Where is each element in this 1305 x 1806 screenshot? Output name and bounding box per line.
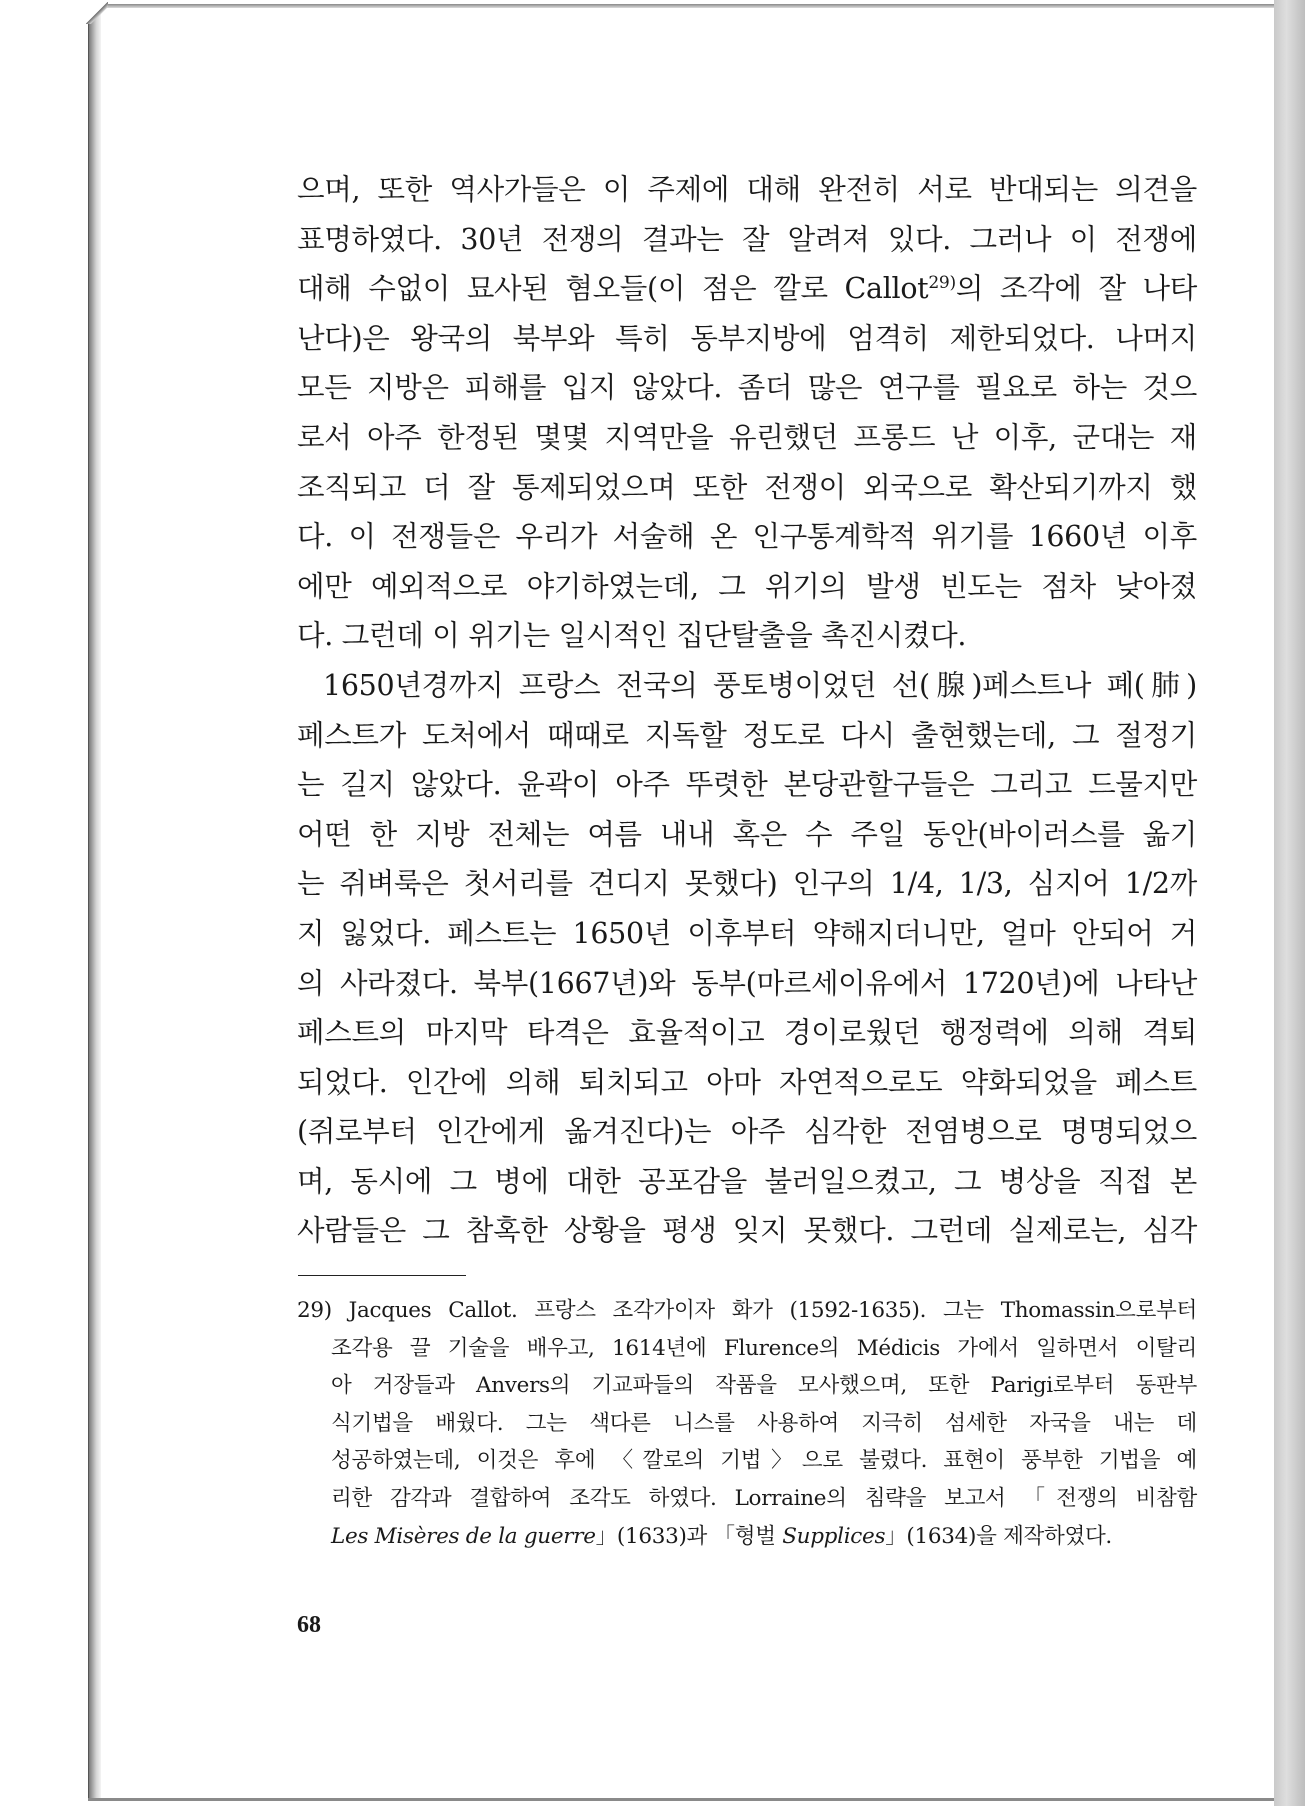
footnote-line: 리한 감각과 결합하여 조각도 하였다. Lorraine의 침략을 보고서 「전쟁의 비참함 bbox=[331, 1485, 1197, 1511]
text-line: 되었다. 인간에 의해 퇴치되고 아마 자연적으로도 약화되었을 페스트 bbox=[297, 1065, 1197, 1099]
text-line: 으며, 또한 역사가들은 이 주제에 대해 완전히 서로 반대되는 의견을 bbox=[297, 173, 1197, 206]
page-spine-edge bbox=[88, 6, 101, 1800]
text-line: 는 길지 않았다. 윤곽이 아주 뚜렷한 본당관할구들은 그리고 드물지만 bbox=[297, 768, 1197, 802]
text-segment: 」(1634)을 제작하였다. bbox=[885, 1523, 1112, 1549]
text-line: (쥐로부터 인간에게 옮겨진다)는 아주 심각한 전염병으로 명명되었으 bbox=[297, 1115, 1197, 1149]
text-line: 로서 아주 한정된 몇몇 지역만을 유린했던 프롱드 난 이후, 군대는 재 bbox=[297, 420, 1197, 454]
page-bottom-edge bbox=[88, 1798, 1274, 1801]
text-line: 사람들은 그 참혹한 상황을 평생 잊지 못했다. 그런데 실제로는, 심각 bbox=[297, 1214, 1197, 1248]
text-line: 조직되고 더 잘 통제되었으며 또한 전쟁이 외국으로 확산되기까지 했 bbox=[297, 470, 1197, 504]
page-top-edge bbox=[88, 4, 1274, 8]
text-line: 다. 이 전쟁들은 우리가 서술해 온 인구통계학적 위기를 1660년 이후 bbox=[297, 520, 1197, 554]
text-line: 모든 지방은 피해를 입지 않았다. 좀더 많은 연구를 필요로 하는 것으 bbox=[297, 371, 1197, 405]
text-line: 에만 예외적으로 야기하였는데, 그 위기의 발생 빈도는 점차 낮아졌 bbox=[297, 569, 1197, 603]
footnote-line: 조각용 끌 기술을 배우고, 1614년에 Flurence의 Médicis 가에서 일하면서 이탈리 bbox=[331, 1335, 1197, 1361]
footnote-ref[interactable]: 29) bbox=[928, 272, 956, 293]
text-segment: 」(1633)과 「형벌 bbox=[595, 1523, 783, 1549]
text-line: 의 사라졌다. 북부(1667년)와 동부(마르세이유에서 1720년)에 나타난 bbox=[297, 966, 1197, 1000]
text-line: 표명하였다. 30년 전쟁의 결과는 잘 알려져 있다. 그러나 이 전쟁에 bbox=[297, 222, 1197, 256]
text-line: 페스트의 마지막 타격은 효율적이고 경이로웠던 행정력에 의해 격퇴 bbox=[297, 1016, 1197, 1050]
page-corner-fold bbox=[86, 2, 108, 24]
text-line bbox=[297, 264, 1197, 314]
page-number: 68 bbox=[297, 1612, 321, 1638]
work-title-misere: Les Misères de la guerre bbox=[331, 1523, 596, 1549]
adjacent-page-shadow bbox=[1274, 0, 1305, 1806]
text-segment: 대해 수없이 묘사된 혐오들(이 점은 깔로 Callot bbox=[297, 272, 929, 306]
text-line: 지 잃었다. 페스트는 1650년 이후부터 약해지더니만, 얼마 안되어 거 bbox=[297, 916, 1197, 950]
text-line: 난다)은 왕국의 북부와 특히 동부지방에 엄격히 제한되었다. 나머지 bbox=[297, 321, 1197, 355]
text-line: 1650년경까지 프랑스 전국의 풍토병이었던 선(腺)페스트나 폐(肺) bbox=[323, 668, 1197, 702]
text-line: 며, 동시에 그 병에 대한 공포감을 불러일으켰고, 그 병상을 직접 본 bbox=[297, 1164, 1197, 1198]
text-line: 어떤 한 지방 전체는 여름 내내 혹은 수 주일 동안(바이러스를 옮기 bbox=[297, 817, 1197, 851]
footnote-line: 아 거장들과 Anvers의 기교파들의 작품을 모사했으며, 또한 Parigi로부터 동판부 bbox=[331, 1373, 1197, 1399]
work-title-supplices: Supplices bbox=[782, 1523, 886, 1549]
text-segment: 의 조각에 잘 나타 bbox=[955, 272, 1197, 306]
footnote-line bbox=[297, 1518, 1197, 1556]
text-line: 페스트가 도처에서 때때로 지독할 정도로 다시 출현했는데, 그 절정기 bbox=[297, 718, 1197, 752]
text-line: 다. 그런데 이 위기는 일시적인 집단탈출을 촉진시켰다. bbox=[297, 619, 967, 653]
footnote-divider bbox=[298, 1275, 466, 1276]
footnote-line: 29) Jacques Callot. 프랑스 조각가이자 화가 (1592-1635). 그는 Thomassin으로부터 bbox=[297, 1298, 1197, 1323]
footnote-line: 식기법을 배웠다. 그는 색다른 니스를 사용하여 지극히 섬세한 자국을 내는 데 bbox=[331, 1410, 1197, 1436]
footnote-line: 성공하였는데, 이것은 후에 〈깔로의 기법〉으로 불렸다. 표현이 풍부한 기법을 예 bbox=[331, 1448, 1197, 1474]
text-line: 는 쥐벼룩은 첫서리를 견디지 못했다) 인구의 1/4, 1/3, 심지어 1/2까 bbox=[297, 867, 1197, 901]
body-text bbox=[297, 165, 1197, 1256]
footnote bbox=[297, 1292, 1197, 1555]
